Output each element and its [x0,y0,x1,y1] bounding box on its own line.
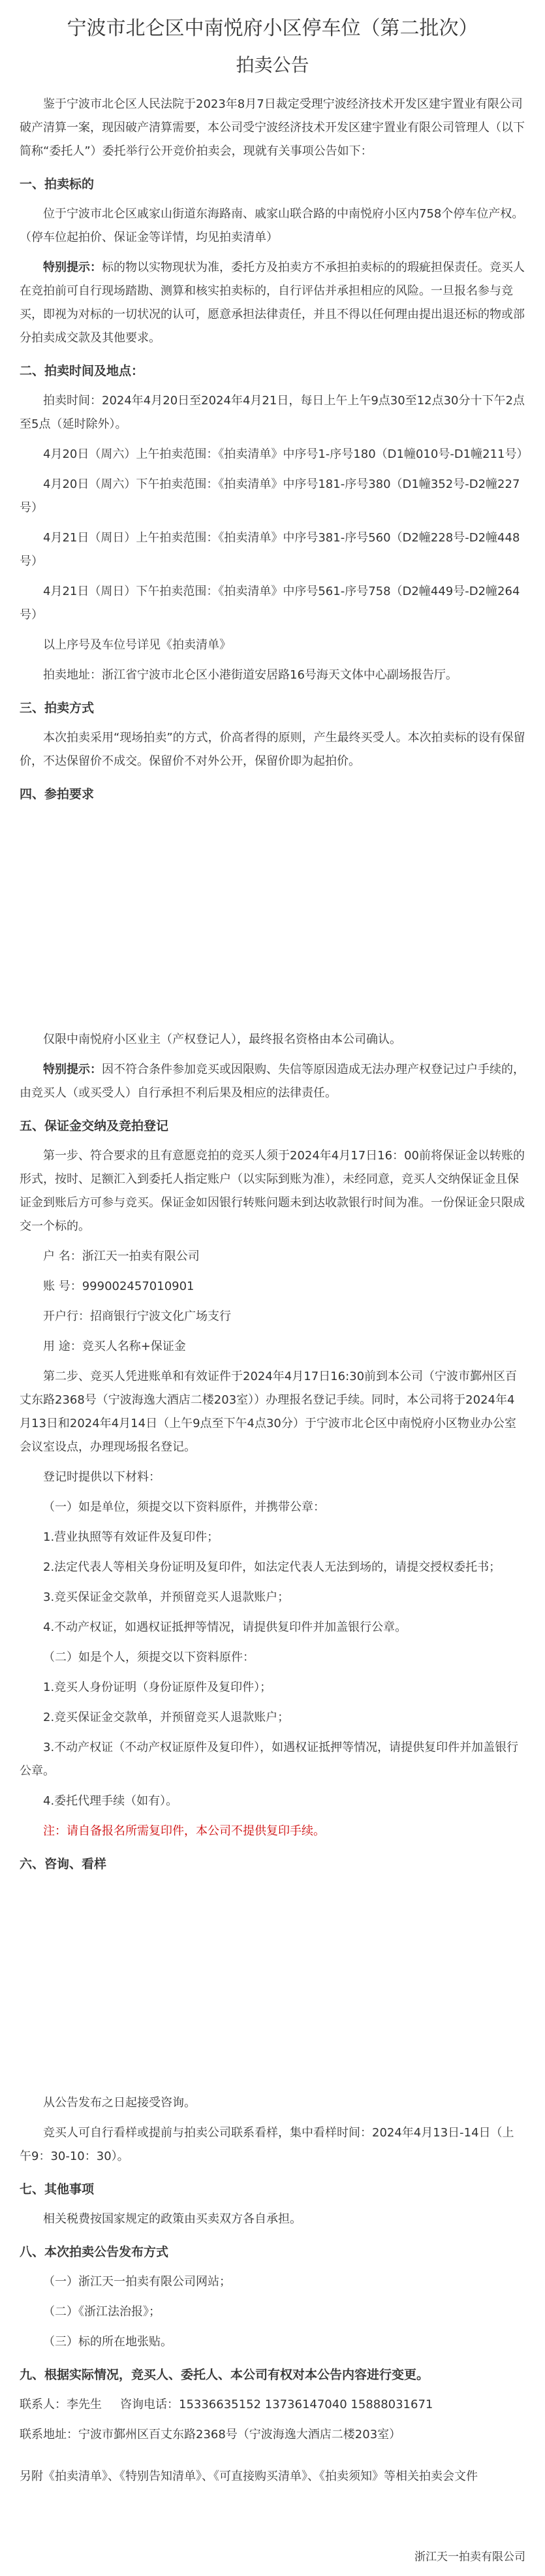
contact-address: 联系地址：宁波市鄞州区百丈东路2368号（宁波海逸大酒店二楼203室） [20,2428,401,2441]
intro-paragraph: 鉴于宁波市北仑区人民法院于2023年8月7日裁定受理宁波经济技术开发区建宇置业有限公司破产清算一案，现因破产清算需要，本公司受宁波经济技术开发区建宇置业有限公司管理人（以下简称“委托人”）委托举行公开竞价拍卖会，现就有关事项公告如下： [20,97,525,158]
special-note-label: 特别提示： [43,261,102,274]
contact-phone: 咨询电话：15336635152 13736147040 15888031671 [120,2398,433,2411]
consultation-start: 从公告发布之日起接受咨询。 [43,2096,196,2110]
unit-material-item: 2.法定代表人等相关身份证明及复印件，如法定代表人无法到场的，请提交授权委托书； [43,1560,501,1574]
section-7-paragraph: 相关税费按国家规定的政策由买卖双方各自承担。 [43,2212,302,2226]
session-item: 4月20日（周六）上午拍卖范围：《拍卖清单》中序号1-序号180（D1幢010号-D1幢211号） [43,447,529,461]
issuer-signature: 浙江天一拍卖有限公司 [414,2551,525,2564]
publish-channel: （三）标的所在地张贴。 [43,2335,172,2349]
viewing-schedule: 竞买人可自行看样或提前与拍卖公司联系看样，集中看样时间：2024年4月13日-14日（上午9：30-10：30）。 [20,2126,514,2163]
account-bank: 开户行：招商银行宁波文化广场支行 [43,1310,231,1323]
session-note: 以上序号及车位号详见《拍卖清单》 [43,638,231,652]
document-subtitle: 拍卖公告 [236,54,309,76]
deposit-step-2: 第二步、竞买人凭进账单和有效证件于2024年4月17日16:30前到本公司（宁波市鄞州区百丈东路2368号（宁波海逸大酒店二楼203室））办理报名登记手续。同时，本公司将于2024年4月13日和2024年4月14日（上午9点至下午4点30分）于宁波市北仑区中南悦府小区物业办公室会议室设点，办理现场报名登记。 [20,1370,518,1454]
account-name: 户 名：浙江天一拍卖有限公司 [43,1249,200,1263]
publish-channel: （一）浙江天一拍卖有限公司网站； [43,2275,231,2289]
attachments-note: 另附《拍卖清单》、《特别告知清单》、《可直接购买清单》、《拍卖须知》等相关拍卖会文件 [20,2470,478,2483]
special-note-text: 标的物以实物现状为准，委托方及拍卖方不承担拍卖标的的瑕疵担保责任。竞买人在竞拍前可自行现场踏勘、测算和核实拍卖标的，自行评估并承担相应的风险。一旦报名参与竞买，即视为对标的一切状况的认可，愿意承担法律责任，并且不得以任何理由提出退还标的物或部分拍卖成交款及其他要求。 [20,261,525,345]
section-1-special-note [20,256,525,350]
person-materials-heading: （二）如是个人，须提交以下资料原件： [43,1650,255,1664]
photocopy-note: 注：请自备报名所需复印件，本公司不提供复印手续。 [43,1824,325,1838]
unit-material-item: 3.竞买保证金交款单，并预留竞买人退款账户； [43,1590,290,1604]
blank-space [20,2453,525,2465]
section-1-heading: 一、拍卖标的 [20,177,95,191]
publish-channel: （二）《浙江法治报》； [43,2305,161,2319]
unit-material-item: 4.不动产权证，如遇权证抵押等情况，请提供复印件并加盖银行公章。 [43,1620,407,1634]
section-3-paragraph: 本次拍卖采用“现场拍卖”的方式，价高者得的原则，产生最终买受人。本次拍卖标的设有保留价，不达保留价不成交。保留价不对外公开，保留价即为起拍价。 [20,731,525,768]
contact-line [20,2393,525,2417]
unit-materials-heading: （一）如是单位，须提交以下资料原件，并携带公章： [43,1500,325,1514]
contact-person: 联系人：李先生 [20,2398,102,2411]
session-item: 4月21日（周日）下午拍卖范围：《拍卖清单》中序号561-序号758（D2幢449号-D2幢264号） [20,585,520,622]
auction-location: 拍卖地址：浙江省宁波市北仑区小港街道安居路16号海天文体中心副场报告厅。 [43,668,458,682]
section-8-heading: 八、本次拍卖公告发布方式 [20,2245,169,2259]
person-material-item: 1.竞买人身份证明（身份证原件及复印件）； [43,1681,272,1694]
blank-space [20,813,525,1028]
session-item: 4月20日（周六）下午拍卖范围：《拍卖清单》中序号181-序号380（D1幢352号-D2幢227号） [20,477,520,515]
blank-space [20,1882,525,2091]
section-4-paragraph: 仅限中南悦府小区业主（产权登记人），最终报名资格由本公司确认。 [43,1033,401,1046]
special-note-label: 特别提示： [43,1063,102,1076]
section-9-heading: 九、根据实际情况，竞买人、委托人、本公司有权对本公告内容进行变更。 [20,2368,429,2382]
unit-material-item: 1.营业执照等有效证件及复印件； [43,1530,219,1544]
section-3-heading: 三、拍卖方式 [20,701,95,715]
section-4-special-note [20,1058,525,1105]
document-title: 宁波市北仑区中南悦府小区停车位（第二批次） [67,17,478,40]
auction-time: 拍卖时间：2024年4月20日至2024年4月21日，每日上午上午9点30至12点30分十下午2点至5点（延时除外）。 [20,394,525,431]
session-item: 4月21日（周日）上午拍卖范围：《拍卖清单》中序号381-序号560（D2幢228号-D2幢448号） [20,531,520,568]
person-material-item: 2.竞买保证金交款单，并预留竞买人退款账户； [43,1711,290,1724]
section-7-heading: 七、其他事项 [20,2182,95,2197]
section-6-heading: 六、咨询、看样 [20,1857,107,1871]
account-number: 账 号：999002457010901 [43,1280,195,1293]
section-4-heading: 四、参拍要求 [20,787,95,801]
deposit-step-1: 第一步、符合要求的且有意愿竞拍的竞买人须于2024年4月17日16：00前将保证金以转账的形式，按时、足额汇入到委托人指定账户（以实际到账为准），未经同意，竞买人交纳保证金且保证金到账后方可参与竞买。保证金如因银行转账问题未到达收款银行时间为准。一份保证金只限成交一个标的。 [20,1149,525,1233]
section-2-heading: 二、拍卖时间及地点： [20,364,144,378]
special-note-text: 因不符合条件参加竞买或因限购、失信等原因造成无法办理产权登记过户手续的，由竞买人（或买受人）自行承担不利后果及相应的法律责任。 [20,1063,525,1100]
section-5-heading: 五、保证金交纳及竞拍登记 [20,1119,169,1133]
person-material-item: 3.不动产权证（不动产权证原件及复印件），如遇权证抵押等情况，请提供复印件并加盖银行公章。 [20,1741,519,1778]
materials-intro: 登记时提供以下材料： [43,1470,161,1484]
section-1-paragraph-1: 位于宁波市北仑区戚家山街道东海路南、戚家山联合路的中南悦府小区内758个停车位产权。（停车位起拍价、保证金等详情，均见拍卖清单） [20,207,524,244]
account-usage: 用 途：竞买人名称+保证金 [43,1340,186,1353]
person-material-item: 4.委托代理手续（如有）。 [43,1794,178,1808]
